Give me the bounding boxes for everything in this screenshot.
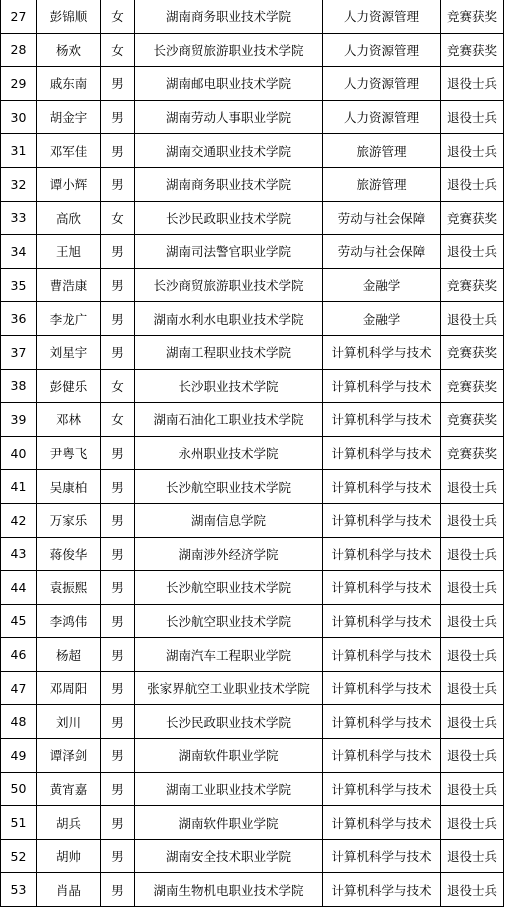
- name-cell: 刘星宇: [37, 335, 101, 369]
- name-cell: 万家乐: [37, 503, 101, 537]
- category-cell: 退役士兵: [441, 873, 504, 907]
- school-cell: 湖南劳动人事职业学院: [135, 100, 323, 134]
- major-cell: 人力资源管理: [323, 0, 441, 33]
- gender-cell: 男: [101, 268, 135, 302]
- major-cell: 计算机科学与技术: [323, 403, 441, 437]
- school-cell: 湖南水利水电职业技术学院: [135, 302, 323, 336]
- category-cell: 竞赛获奖: [441, 335, 504, 369]
- category-cell: 退役士兵: [441, 671, 504, 705]
- name-cell: 李鸿伟: [37, 604, 101, 638]
- category-cell: 退役士兵: [441, 470, 504, 504]
- school-cell: 永州职业技术学院: [135, 436, 323, 470]
- category-cell: 退役士兵: [441, 503, 504, 537]
- name-cell: 彭健乐: [37, 369, 101, 403]
- name-cell: 蒋俊华: [37, 537, 101, 571]
- category-cell: 退役士兵: [441, 705, 504, 739]
- major-cell: 劳动与社会保障: [323, 201, 441, 235]
- school-cell: 长沙民政职业技术学院: [135, 705, 323, 739]
- gender-cell: 女: [101, 403, 135, 437]
- row-number-cell: 36: [1, 302, 37, 336]
- table-row: [1, 604, 504, 638]
- major-cell: 计算机科学与技术: [323, 638, 441, 672]
- major-cell: 计算机科学与技术: [323, 873, 441, 907]
- major-cell: 计算机科学与技术: [323, 537, 441, 571]
- name-cell: 尹粤飞: [37, 436, 101, 470]
- major-cell: 计算机科学与技术: [323, 806, 441, 840]
- school-cell: 湖南工业职业技术学院: [135, 772, 323, 806]
- category-cell: 退役士兵: [441, 571, 504, 605]
- category-cell: 退役士兵: [441, 806, 504, 840]
- row-number-cell: 33: [1, 201, 37, 235]
- row-number-cell: 30: [1, 100, 37, 134]
- major-cell: 计算机科学与技术: [323, 772, 441, 806]
- school-cell: 长沙职业技术学院: [135, 369, 323, 403]
- category-cell: 退役士兵: [441, 638, 504, 672]
- name-cell: 黄宵嘉: [37, 772, 101, 806]
- major-cell: 计算机科学与技术: [323, 671, 441, 705]
- school-cell: 湖南软件职业学院: [135, 806, 323, 840]
- table-row: [1, 873, 504, 907]
- gender-cell: 男: [101, 571, 135, 605]
- row-number-cell: 34: [1, 235, 37, 269]
- major-cell: 旅游管理: [323, 134, 441, 168]
- major-cell: 劳动与社会保障: [323, 235, 441, 269]
- row-number-cell: 28: [1, 33, 37, 67]
- school-cell: 湖南安全技术职业学院: [135, 839, 323, 873]
- table-row: [1, 403, 504, 437]
- school-cell: 湖南交通职业技术学院: [135, 134, 323, 168]
- gender-cell: 男: [101, 100, 135, 134]
- school-cell: 长沙民政职业技术学院: [135, 201, 323, 235]
- table-row: [1, 67, 504, 101]
- school-cell: 湖南司法警官职业学院: [135, 235, 323, 269]
- gender-cell: 男: [101, 772, 135, 806]
- table-row: [1, 167, 504, 201]
- major-cell: 旅游管理: [323, 167, 441, 201]
- name-cell: 吴康柏: [37, 470, 101, 504]
- category-cell: 退役士兵: [441, 134, 504, 168]
- name-cell: 彭锦顺: [37, 0, 101, 33]
- name-cell: 谭小辉: [37, 167, 101, 201]
- row-number-cell: 40: [1, 436, 37, 470]
- category-cell: 退役士兵: [441, 167, 504, 201]
- gender-cell: 男: [101, 134, 135, 168]
- gender-cell: 男: [101, 537, 135, 571]
- category-cell: 退役士兵: [441, 604, 504, 638]
- name-cell: 邓军佳: [37, 134, 101, 168]
- category-cell: 退役士兵: [441, 302, 504, 336]
- row-number-cell: 52: [1, 839, 37, 873]
- major-cell: 计算机科学与技术: [323, 369, 441, 403]
- table-row: [1, 537, 504, 571]
- table-row: [1, 470, 504, 504]
- category-cell: 竞赛获奖: [441, 201, 504, 235]
- gender-cell: 男: [101, 436, 135, 470]
- gender-cell: 男: [101, 638, 135, 672]
- school-cell: 长沙航空职业技术学院: [135, 571, 323, 605]
- table-row: [1, 134, 504, 168]
- name-cell: 王旭: [37, 235, 101, 269]
- row-number-cell: 29: [1, 67, 37, 101]
- table-row: [1, 705, 504, 739]
- table-row: [1, 638, 504, 672]
- row-number-cell: 38: [1, 369, 37, 403]
- table-row: [1, 739, 504, 773]
- school-cell: 长沙航空职业技术学院: [135, 604, 323, 638]
- row-number-cell: 41: [1, 470, 37, 504]
- category-cell: 退役士兵: [441, 839, 504, 873]
- gender-cell: 男: [101, 470, 135, 504]
- table-row: [1, 806, 504, 840]
- major-cell: 计算机科学与技术: [323, 705, 441, 739]
- row-number-cell: 37: [1, 335, 37, 369]
- row-number-cell: 48: [1, 705, 37, 739]
- gender-cell: 男: [101, 739, 135, 773]
- gender-cell: 女: [101, 201, 135, 235]
- table-row: [1, 369, 504, 403]
- major-cell: 人力资源管理: [323, 100, 441, 134]
- name-cell: 刘川: [37, 705, 101, 739]
- category-cell: 退役士兵: [441, 739, 504, 773]
- school-cell: 湖南工程职业技术学院: [135, 335, 323, 369]
- gender-cell: 女: [101, 33, 135, 67]
- major-cell: 金融学: [323, 268, 441, 302]
- major-cell: 计算机科学与技术: [323, 470, 441, 504]
- gender-cell: 女: [101, 369, 135, 403]
- name-cell: 谭泽剑: [37, 739, 101, 773]
- row-number-cell: 32: [1, 167, 37, 201]
- table-row: [1, 201, 504, 235]
- row-number-cell: 46: [1, 638, 37, 672]
- table-row: [1, 671, 504, 705]
- table-row: [1, 235, 504, 269]
- school-cell: 长沙商贸旅游职业技术学院: [135, 268, 323, 302]
- name-cell: 胡金宇: [37, 100, 101, 134]
- name-cell: 邓林: [37, 403, 101, 437]
- school-cell: 湖南商务职业技术学院: [135, 167, 323, 201]
- category-cell: 竞赛获奖: [441, 369, 504, 403]
- table-row: [1, 268, 504, 302]
- name-cell: 杨欢: [37, 33, 101, 67]
- row-number-cell: 49: [1, 739, 37, 773]
- school-cell: 湖南商务职业技术学院: [135, 0, 323, 33]
- category-cell: 退役士兵: [441, 100, 504, 134]
- category-cell: 竞赛获奖: [441, 403, 504, 437]
- gender-cell: 男: [101, 806, 135, 840]
- category-cell: 竞赛获奖: [441, 436, 504, 470]
- school-cell: 湖南生物机电职业技术学院: [135, 873, 323, 907]
- name-cell: 杨超: [37, 638, 101, 672]
- row-number-cell: 39: [1, 403, 37, 437]
- school-cell: 湖南汽车工程职业学院: [135, 638, 323, 672]
- name-cell: 李龙广: [37, 302, 101, 336]
- major-cell: 计算机科学与技术: [323, 739, 441, 773]
- table-row: [1, 436, 504, 470]
- table-row: [1, 839, 504, 873]
- gender-cell: 男: [101, 873, 135, 907]
- school-cell: 湖南涉外经济学院: [135, 537, 323, 571]
- table-row: [1, 772, 504, 806]
- name-cell: 胡兵: [37, 806, 101, 840]
- gender-cell: 男: [101, 503, 135, 537]
- school-cell: 张家界航空工业职业技术学院: [135, 671, 323, 705]
- name-cell: 高欣: [37, 201, 101, 235]
- category-cell: 退役士兵: [441, 772, 504, 806]
- row-number-cell: 31: [1, 134, 37, 168]
- school-cell: 湖南邮电职业技术学院: [135, 67, 323, 101]
- student-table-body: [1, 0, 504, 907]
- name-cell: 胡帅: [37, 839, 101, 873]
- school-cell: 湖南信息学院: [135, 503, 323, 537]
- category-cell: 竞赛获奖: [441, 0, 504, 33]
- major-cell: 计算机科学与技术: [323, 503, 441, 537]
- category-cell: 退役士兵: [441, 537, 504, 571]
- name-cell: 肖晶: [37, 873, 101, 907]
- gender-cell: 男: [101, 839, 135, 873]
- table-row: [1, 302, 504, 336]
- row-number-cell: 53: [1, 873, 37, 907]
- major-cell: 计算机科学与技术: [323, 571, 441, 605]
- table-row: [1, 335, 504, 369]
- row-number-cell: 45: [1, 604, 37, 638]
- category-cell: 退役士兵: [441, 67, 504, 101]
- gender-cell: 男: [101, 67, 135, 101]
- school-cell: 湖南软件职业学院: [135, 739, 323, 773]
- table-row: [1, 503, 504, 537]
- gender-cell: 男: [101, 671, 135, 705]
- gender-cell: 男: [101, 302, 135, 336]
- name-cell: 戚东南: [37, 67, 101, 101]
- name-cell: 袁振熙: [37, 571, 101, 605]
- row-number-cell: 47: [1, 671, 37, 705]
- table-row: [1, 0, 504, 33]
- gender-cell: 男: [101, 235, 135, 269]
- school-cell: 长沙航空职业技术学院: [135, 470, 323, 504]
- school-cell: 湖南石油化工职业技术学院: [135, 403, 323, 437]
- row-number-cell: 43: [1, 537, 37, 571]
- gender-cell: 男: [101, 604, 135, 638]
- table-row: [1, 100, 504, 134]
- row-number-cell: 27: [1, 0, 37, 33]
- category-cell: 竞赛获奖: [441, 268, 504, 302]
- row-number-cell: 44: [1, 571, 37, 605]
- category-cell: 竞赛获奖: [441, 33, 504, 67]
- category-cell: 退役士兵: [441, 235, 504, 269]
- gender-cell: 男: [101, 335, 135, 369]
- major-cell: 计算机科学与技术: [323, 335, 441, 369]
- name-cell: 邓周阳: [37, 671, 101, 705]
- major-cell: 计算机科学与技术: [323, 436, 441, 470]
- major-cell: 计算机科学与技术: [323, 604, 441, 638]
- major-cell: 计算机科学与技术: [323, 839, 441, 873]
- major-cell: 金融学: [323, 302, 441, 336]
- row-number-cell: 50: [1, 772, 37, 806]
- major-cell: 人力资源管理: [323, 67, 441, 101]
- gender-cell: 女: [101, 0, 135, 33]
- row-number-cell: 51: [1, 806, 37, 840]
- row-number-cell: 42: [1, 503, 37, 537]
- table-row: [1, 571, 504, 605]
- table-row: [1, 33, 504, 67]
- gender-cell: 男: [101, 705, 135, 739]
- name-cell: 曹浩康: [37, 268, 101, 302]
- row-number-cell: 35: [1, 268, 37, 302]
- gender-cell: 男: [101, 167, 135, 201]
- school-cell: 长沙商贸旅游职业技术学院: [135, 33, 323, 67]
- major-cell: 人力资源管理: [323, 33, 441, 67]
